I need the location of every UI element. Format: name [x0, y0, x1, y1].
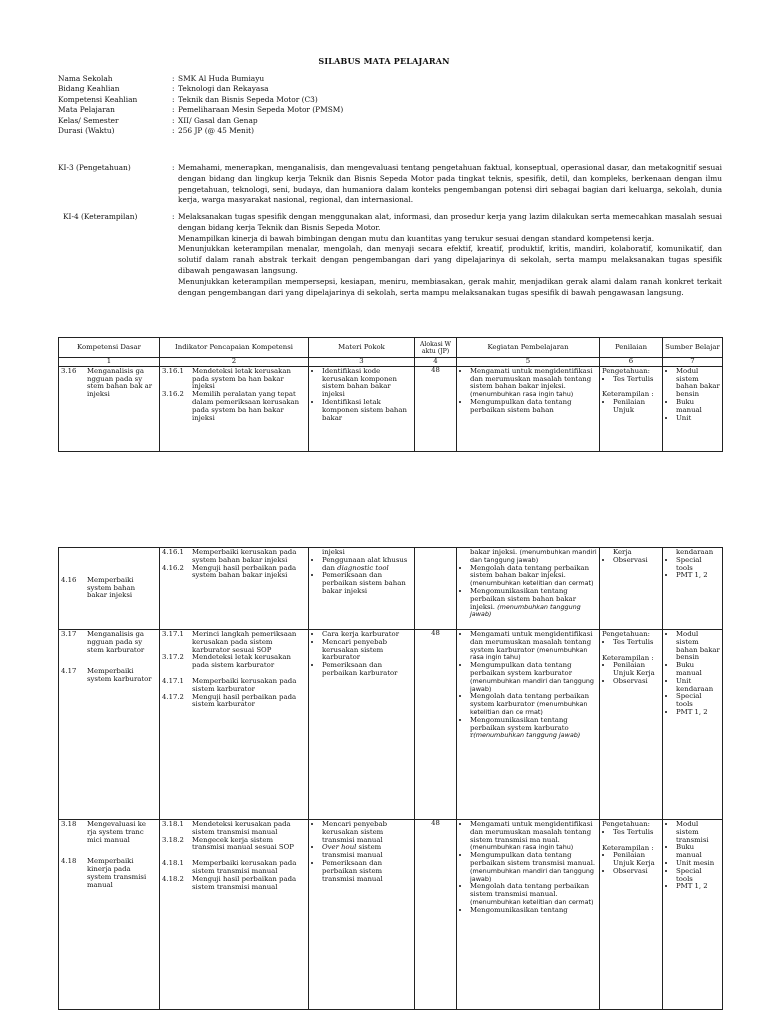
kd-text: Menganalisis ga ngguan pada sy stem bahan bak ar injeksi — [87, 366, 153, 399]
indicator-text: Mendeteksi letak kerusakan pada system ba han bakar injeksi — [192, 366, 291, 391]
info-value: Pemeliharaan Mesin Sepeda Motor (PMSM) — [178, 105, 344, 115]
indicator-text: Mendeteksi letak kerusakan pada sistem karburator — [192, 653, 291, 670]
kd-code: 4.18 — [61, 857, 77, 866]
materi-item: • Cara kerja karburator — [322, 631, 412, 639]
kegiatan-continued: bakar injeksi. (menumbuhkan mandiri dan tanggung jawab) — [470, 548, 597, 564]
info-value: XII/ Gasal dan Genap — [178, 115, 258, 125]
indicator-code: 3.16.1 — [162, 366, 184, 375]
info-row: Mata Pelajaran : Pemeliharaan Mesin Sepeda Motor (PMSM) — [58, 105, 344, 115]
kd-text: Mengevaluasi ke rja system tranc mici manual — [87, 820, 146, 844]
kd-code: 4.16 — [61, 575, 77, 584]
indicator-text: Menguji hasil perbaikan pada sistem karburator — [192, 692, 297, 709]
sumber-item: • Unit mesin — [676, 860, 720, 868]
kegiatan-item: • Mengumpulkan data tentang perbaikan sistem transmisi manual. (menumbuhkan mandiri dan tanggung jawab) — [470, 852, 597, 883]
indicator-text: Merinci langkah pemeriksaan kerusakan pada sistem karburator sesuai SOP — [192, 630, 297, 654]
kd-text: Menganalisis ga ngguan pada sy stem karburator — [87, 630, 145, 654]
indicator-text: Mengecek kerja sistem transmisi manual sesuai SOP — [192, 835, 294, 852]
indicator-code: 4.18.1 — [162, 859, 184, 868]
info-label: Bidang Keahlian — [58, 84, 120, 94]
sumber-item: • PMT 1, 2 — [676, 572, 720, 580]
penilaian-item: • Observasi — [613, 868, 660, 876]
alokasi-value: 48 — [415, 366, 457, 451]
kd-code: 3.17 — [61, 630, 77, 638]
penilaian-heading: Keterampilan : — [602, 843, 654, 852]
kegiatan-item: • Mengumpulkan data tentang perbaikan sistem bahan — [470, 399, 597, 415]
indicator-text: Memilih peralatan yang tepat dalam pemeriksaan kerusakan pada system ba han bakar injeksi — [192, 390, 300, 422]
table-row — [59, 548, 723, 630]
header-alokasi-waktu: Alokasi W aktu (JP) — [415, 338, 457, 358]
kegiatan-item: • Mengamati untuk mengidentifikasi dan merumuskan masalah tentang sistem bahan bakar injeksi. (menumbuhkan rasa ingin tahu) — [470, 368, 597, 399]
sumber-item: • Unit kendaraan — [676, 678, 720, 694]
kd-text: Memperbaiki system bahan bakar injeksi — [87, 575, 136, 600]
materi-item: • Mencari penyebab kerusakan sistem karburator — [322, 639, 412, 662]
indicator-code: 3.18.1 — [162, 820, 184, 828]
kd-text: Memperbaiki kinerja pada system transmisi manual — [87, 857, 147, 889]
sumber-item: • PMT 1, 2 — [676, 709, 720, 717]
syllabus-table — [58, 337, 723, 452]
penilaian-item: • Penilaian Unjuk — [613, 399, 660, 415]
sumber-item: • Modul sistem bahan bakar bensin — [676, 631, 720, 662]
kegiatan-item: • Mengamati untuk mengidentifikasi dan merumuskan masalah tentang sistem transmisi ma nual. (menumbuhkan rasa ingin tahu) — [470, 821, 597, 852]
alokasi-value: 48 — [415, 820, 457, 1010]
penilaian-item: • Observasi — [613, 678, 660, 686]
materi-item: • Penggunaan alat khusus dan diagnostic tool — [322, 557, 412, 573]
materi-item: • Identifikasi kode kerusakan komponen sistem bahan bakar injeksi — [322, 368, 412, 399]
penilaian-continued: Kerja — [613, 548, 632, 556]
penilaian-heading: Pengetahuan: — [602, 630, 650, 638]
info-value: SMK Al Huda Bumiayu — [178, 74, 265, 83]
info-label: Mata Pelajaran — [58, 105, 115, 115]
sumber-continued: kendaraan — [676, 548, 714, 556]
indicator-code: 3.18.2 — [162, 835, 184, 844]
kd-text: Memperbaiki system karburator — [87, 667, 152, 684]
sumber-item: • Special tools — [676, 557, 720, 573]
info-label: Durasi (Waktu) — [58, 126, 115, 136]
table-row — [59, 366, 723, 451]
sumber-item: • Special tools — [676, 693, 720, 709]
ki4-paragraph: Menampilkan kinerja di bawah bimbingan dengan mutu dan kuantitas yang terukur sesuai dengan standard kompetensi kerja. — [178, 233, 655, 243]
materi-item: • Over houl sistem transmisi manual — [322, 844, 412, 860]
ki4-block: KI-4 (Keterampilan) : Melaksanakan tugas spesifik dengan menggunakan alat, informasi, dan prosedur kerja yang lazim dilakukan serta memecahkan masalah sesuai dengan bidang kerja Teknik dan Bisnis Sepeda Motor. Menampilkan kinerja di bawah bimbingan dengan mutu dan kuantitas yang terukur sesuai dengan standard kompetensi kerja. Menunjukkan keterampilan menalar, mengolah, dan menyaji secara efektif, kreatif, produktif, kritis, mandiri, kolaboratif, komunikatif, dan solutif dalam ranah abstrak terkait dengan pengembangan dari yang dipelajarinya di sekolah, serta mampu melaksanakan tugas spesifik dibawah pengawasan langsung. Menunjukkan keterampilan mempersepsi, kesiapan, meniru, membiasakan, gerak mahir, menjadikan gerak alami dalam ranah konkret terkait dengan pengembangan dari yang dipelajarinya di sekolah, serta mampu melaksanakan tugas spesifik di bawah pengawasan langsung. — [58, 212, 722, 298]
info-row: Nama Sekolah : SMK Al Huda Bumiayu — [58, 74, 265, 83]
ki3-text: Memahami, menerapkan, menganalisis, dan mengevaluasi tentang pengetahuan faktual, konseptual, operasional dasar, dan metakognitif sesuai dengan bidang dan lingkup kerja Teknik dan Bisnis Sepeda Motor pada tingkat teknis, spesifik, detil, dan kompleks, berkenaan dengan ilmu pengetahuan, teknologi, seni, budaya, dan humaniora dalam konteks pengembangan potensi diri sebagai bagian dari keluarga, sekolah, dunia kerja, warga masyarakat nasional, regional, dan internasional. — [178, 163, 722, 205]
materi-continued: injeksi — [322, 548, 345, 556]
ki4-paragraph: Melaksanakan tugas spesifik dengan menggunakan alat, informasi, dan prosedur kerja yang lazim dilakukan serta memecahkan masalah sesuai dengan bidang kerja Teknik dan Bisnis Sepeda Motor. — [178, 212, 722, 232]
ki3-label: KI-3 (Pengetahuan) — [58, 163, 131, 172]
kegiatan-item: • Mengomunikasikan tentang perbaikan system karburato r(menumbuhkan tanggung jawab) — [470, 717, 597, 740]
info-value: Teknologi dan Rekayasa — [178, 84, 269, 94]
indicator-code: 4.17.2 — [162, 692, 184, 701]
ki3-block: KI-3 (Pengetahuan) : Memahami, menerapkan, menganalisis, dan mengevaluasi tentang pengetahuan faktual, konseptual, operasional dasar, dan metakognitif sesuai dengan bidang dan lingkup kerja Teknik dan Bisnis Sepeda Motor pada tingkat teknis, spesifik, detil, dan kompleks, berkenaan dengan ilmu pengetahuan, teknologi, seni, budaya, dan humaniora dalam konteks pengembangan potensi diri sebagai bagian dari keluarga, sekolah, dunia kerja, warga masyarakat nasional, regional, dan internasional. — [58, 163, 722, 205]
alokasi-value: 48 — [415, 630, 457, 820]
table-row — [59, 630, 723, 820]
materi-item: • Pemeriksaan dan perbaikan sistem bahan bakar injeksi — [322, 572, 412, 595]
kd-code: 3.16 — [61, 366, 77, 375]
sumber-item: • Buku manual — [676, 844, 720, 860]
sumber-item: • PMT 1, 2 — [676, 883, 720, 891]
info-value: Teknik dan Bisnis Sepeda Motor (C3) — [178, 94, 318, 104]
column-number: 3 — [309, 358, 415, 367]
sumber-item: • Modul sistem bahan bakar bensin — [676, 368, 720, 399]
penilaian-heading: Keterampilan : — [602, 653, 654, 662]
indicator-code: 4.16.2 — [162, 563, 184, 572]
penilaian-heading: Pengetahuan: — [602, 366, 650, 375]
column-number: 1 — [59, 358, 160, 367]
indicator-text: Menguji hasil perbaikan pada sistem transmisi manual — [192, 874, 297, 891]
kegiatan-item: • Mengolah data tentang perbaikan sistem transmisi manual. (menumbuhkan ketelitian dan cermat) — [470, 883, 597, 906]
sumber-item: • Unit — [676, 415, 720, 423]
kegiatan-item: • Mengomunikasikan tentang perbaikan sistem bahan bakar injeksi. (menumbuhkan tanggung jawab) — [470, 588, 597, 619]
kegiatan-item: • Mengolah data tentang perbaikan system karburator (menumbuhkan ketelitian dan ce rmat) — [470, 693, 597, 716]
indicator-code: 4.18.2 — [162, 874, 184, 883]
indicator-code: 4.17.1 — [162, 676, 184, 685]
penilaian-heading: Pengetahuan: — [602, 820, 650, 828]
ki4-paragraph: Menunjukkan keterampilan menalar, mengolah, dan menyaji secara efektif, kreatif, produktif, kritis, mandiri, kolaboratif, komunikatif, dan solutif dalam ranah abstrak terkait dengan pengembangan dari yang dipelajarinya di sekolah, serta mampu melaksanakan tugas spesifik dibawah pengawasan langsung. — [178, 244, 722, 275]
kegiatan-item: • Mengomunikasikan tentang — [470, 907, 597, 915]
kegiatan-item: • Mengamati untuk mengidentifikasi dan merumuskan masalah tentang system karburator (menumbuhkan rasa ingin tahu) — [470, 631, 597, 662]
header-kegiatan: Kegiatan Pembelajaran — [457, 338, 600, 358]
header-sumber-belajar: Sumber Belajar — [663, 338, 723, 358]
indicator-code: 3.17.2 — [162, 653, 184, 662]
penilaian-heading: Keterampilan : — [602, 390, 654, 399]
penilaian-item: • Tes Tertulis — [613, 376, 660, 384]
kd-code: 3.18 — [61, 820, 77, 828]
indicator-code: 3.16.2 — [162, 390, 184, 399]
indicator-code: 3.17.1 — [162, 630, 184, 638]
sumber-item: • Modul sistem transmisi — [676, 821, 720, 844]
info-row: Durasi (Waktu) : 256 JP (@ 45 Menit) — [58, 126, 255, 136]
header-indikator: Indikator Pencapaian Kompetensi — [160, 338, 309, 358]
column-number: 6 — [600, 358, 663, 367]
materi-item: • Identifikasi letak komponen sistem bahan bakar — [322, 399, 412, 422]
ki4-label: KI-4 (Keterampilan) — [63, 212, 138, 221]
identity-block — [58, 74, 343, 136]
indicator-text: Menguji hasil perbaikan pada system bahan bakar injeksi — [192, 563, 297, 580]
page-title: SILABUS MATA PELAJARAN — [318, 56, 450, 66]
penilaian-item: • Tes Tertulis — [613, 639, 660, 647]
info-row: Kompetensi Keahlian : Teknik dan Bisnis Sepeda Motor (C3) — [58, 94, 318, 104]
kegiatan-item: • Mengumpulkan data tentang perbaikan system karburator (menumbuhkan mandiri dan tanggung jawab) — [470, 662, 597, 693]
indicator-text: Memperbaiki kerusakan pada system bahan bakar injeksi — [192, 548, 297, 564]
column-number: 2 — [160, 358, 309, 367]
indicator-code: 4.16.1 — [162, 548, 184, 556]
materi-item: • Mencari penyebab kerusakan sistem transmisi manual — [322, 821, 412, 844]
header-kompetensi-dasar: Kompetensi Dasar — [59, 338, 160, 358]
info-row: Bidang Keahlian : Teknologi dan Rekayasa — [58, 84, 269, 94]
indicator-text: Memperbaiki kerusakan pada sistem karburator — [192, 676, 297, 693]
info-label: Kelas/ Semester — [58, 115, 119, 125]
indicator-text: Memperbaiki kerusakan pada sistem transmisi manual — [192, 859, 297, 875]
sumber-item: • Buku manual — [676, 399, 720, 415]
materi-item: • Pemeriksaan dan perbaikan karburator — [322, 662, 412, 678]
info-value: 256 JP (@ 45 Menit) — [178, 126, 255, 136]
syllabus-table-continued — [58, 547, 723, 1010]
penilaian-item: • Penilaian Unjuk Kerja — [613, 852, 660, 868]
column-number: 5 — [457, 358, 600, 367]
column-number: 4 — [415, 358, 457, 367]
kd-code: 4.17 — [61, 667, 77, 676]
header-materi-pokok: Materi Pokok — [309, 338, 415, 358]
kegiatan-item: • Mengolah data tentang perbaikan sistem bahan bakar injeksi. (menumbuhkan ketelitian dan cermat) — [470, 565, 597, 588]
sumber-item: • Buku manual — [676, 662, 720, 678]
materi-item: • Pemeriksaan dan perbaikan sistem transmisi manual — [322, 860, 412, 883]
table-row — [59, 820, 723, 1010]
penilaian-item: • Tes Tertulis — [613, 829, 660, 837]
info-row: Kelas/ Semester : XII/ Gasal dan Genap — [58, 115, 258, 125]
penilaian-item: • Penilaian Unjuk Kerja — [613, 662, 660, 678]
info-label: Nama Sekolah — [58, 74, 113, 83]
ki4-paragraph: Menunjukkan keterampilan mempersepsi, kesiapan, meniru, membiasakan, gerak mahir, menjadikan gerak alami dalam ranah konkret terkait dengan pengembangan dari yang dipelajarinya di sekolah, serta mampu melaksanakan tugas spesifik di bawah pengawasan langsung. — [178, 276, 722, 297]
header-penilaian: Penilaian — [600, 338, 663, 358]
column-number: 7 — [663, 358, 723, 367]
sumber-item: • Special tools — [676, 868, 720, 884]
indicator-text: Mendeteksi kerusakan pada sistem transmisi manual — [192, 820, 291, 836]
penilaian-item: • Observasi — [613, 557, 660, 565]
info-label: Kompetensi Keahlian — [58, 94, 138, 104]
